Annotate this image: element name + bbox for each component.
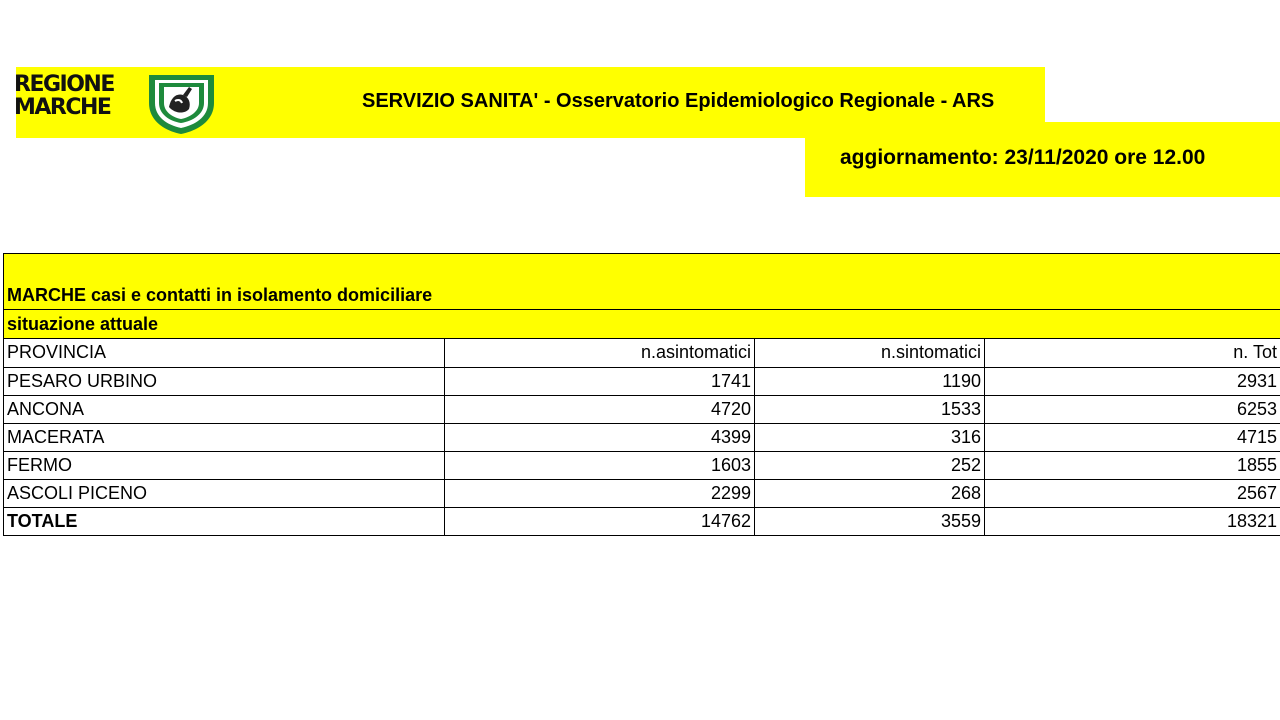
total-label: TOTALE — [4, 507, 445, 535]
shield-dove-icon — [145, 73, 218, 135]
table-row — [4, 451, 1280, 479]
symptomatic-cell: 316 — [755, 423, 985, 451]
table-subtitle-row — [3, 310, 1280, 339]
logo-line-1: REGIONE — [14, 72, 114, 97]
symptomatic-cell: 1190 — [755, 367, 985, 395]
province-cell: ANCONA — [4, 395, 445, 423]
province-cell: MACERATA — [4, 423, 445, 451]
province-cell: PESARO URBINO — [4, 367, 445, 395]
header-row — [4, 339, 1280, 367]
column-header: n.asintomatici — [445, 339, 755, 367]
table-row — [4, 479, 1280, 507]
data-table — [3, 339, 1280, 536]
total-cell: 1855 — [985, 451, 1280, 479]
table-row — [4, 395, 1280, 423]
symptomatic-cell: 1533 — [755, 395, 985, 423]
province-cell: FERMO — [4, 451, 445, 479]
logo-line-2: MARCHE — [14, 95, 111, 120]
isolation-table — [3, 253, 1280, 536]
province-cell: ASCOLI PICENO — [4, 479, 445, 507]
totals-row — [4, 507, 1280, 535]
column-header: PROVINCIA — [4, 339, 445, 367]
asymptomatic-cell: 4399 — [445, 423, 755, 451]
update-timestamp: aggiornamento: 23/11/2020 ore 12.00 — [840, 146, 1206, 169]
asymptomatic-cell: 1603 — [445, 451, 755, 479]
symptomatic-cell: 268 — [755, 479, 985, 507]
table-row — [4, 367, 1280, 395]
grand-total: 18321 — [985, 507, 1280, 535]
total-cell: 4715 — [985, 423, 1280, 451]
total-cell: 2931 — [985, 367, 1280, 395]
asymptomatic-cell: 2299 — [445, 479, 755, 507]
asymptomatic-total: 14762 — [445, 507, 755, 535]
column-header: n.sintomatici — [755, 339, 985, 367]
table-title-row — [3, 253, 1280, 310]
symptomatic-total: 3559 — [755, 507, 985, 535]
table-row — [4, 423, 1280, 451]
logo-wordmark — [14, 73, 114, 119]
column-header: n. Tot — [985, 339, 1280, 367]
asymptomatic-cell: 1741 — [445, 367, 755, 395]
regione-marche-logo — [14, 73, 209, 135]
table-title: MARCHE casi e contatti in isolamento domiciliare — [7, 285, 433, 305]
header-title: SERVIZIO SANITA' - Osservatorio Epidemiologico Regionale - ARS — [362, 90, 995, 112]
table-subtitle: situazione attuale — [7, 314, 159, 334]
asymptomatic-cell: 4720 — [445, 395, 755, 423]
total-cell: 2567 — [985, 479, 1280, 507]
total-cell: 6253 — [985, 395, 1280, 423]
symptomatic-cell: 252 — [755, 451, 985, 479]
